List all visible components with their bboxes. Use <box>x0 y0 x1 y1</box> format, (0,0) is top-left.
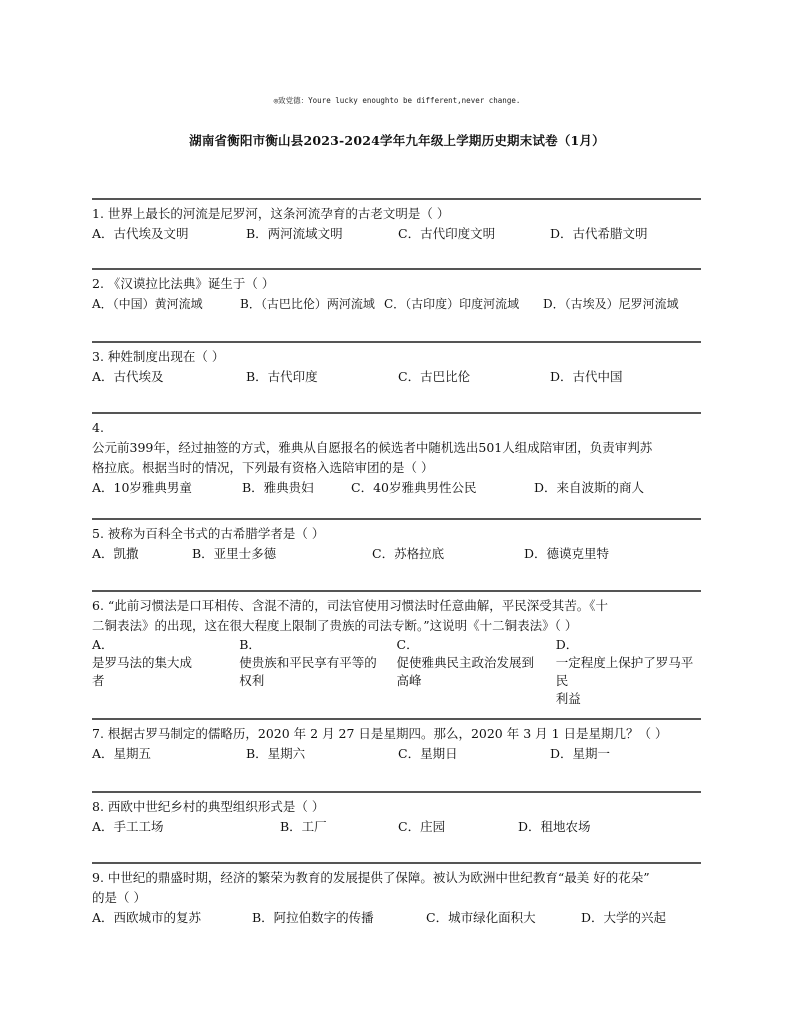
question-stem <box>92 418 701 478</box>
option-d: D．古代中国 <box>550 369 623 384</box>
option-a: A．古代埃及文明 <box>92 226 189 241</box>
question-9 <box>92 862 701 930</box>
question-stem: 1. 世界上最长的河流是尼罗河，这条河流孕育的古老文明是（ ） <box>92 206 450 221</box>
option-c: C．古代印度文明 <box>398 226 496 241</box>
page-title: 湖南省衡阳市衡山县2023-2024学年九年级上学期历史期末试卷（1月） <box>189 133 605 148</box>
option-c: C．星期日 <box>398 746 458 761</box>
option-letter: C． <box>396 637 419 652</box>
option-d: D．大学的兴起 <box>581 910 667 925</box>
options-grid <box>92 636 701 708</box>
option-a: A．凯撒 <box>92 546 139 561</box>
option-c: C．古巴比伦 <box>398 369 471 384</box>
stem-line: 的是（ ） <box>92 890 146 905</box>
option-c: C．庄园 <box>398 819 446 834</box>
option-d: D．星期一 <box>550 746 611 761</box>
option-b <box>237 636 384 708</box>
option-d: D．租地农场 <box>518 819 591 834</box>
option-letter: B． <box>239 637 261 652</box>
option-text: 使贵族和平民享有平等的 <box>239 655 377 670</box>
option-b: B．亚里士多德 <box>192 546 277 561</box>
question-7 <box>92 718 701 766</box>
question-stem: 8. 西欧中世纪乡村的典型组织形式是（ ） <box>92 799 325 814</box>
question-1 <box>92 198 701 246</box>
options-row <box>92 367 701 389</box>
question-4 <box>92 412 701 500</box>
option-b: B．两河流域文明 <box>246 226 343 241</box>
stem-line: 9. 中世纪的鼎盛时期，经济的繁荣为教育的发展提供了保障。被认为欧洲中世纪教育“最美 好的花朵” <box>92 870 650 885</box>
option-a: A．西欧城市的复苏 <box>92 910 202 925</box>
option-c: C．苏格拉底 <box>372 546 445 561</box>
option-c <box>385 636 542 708</box>
option-d: D．德谟克里特 <box>524 546 610 561</box>
options-row <box>92 478 701 500</box>
option-d: D．古代希腊文明 <box>550 226 648 241</box>
option-letter: A． <box>92 637 114 652</box>
option-a: A．（中国）黄河流域 <box>92 297 203 311</box>
question-6 <box>92 590 701 708</box>
option-a <box>92 636 237 708</box>
option-b: B．（古巴比伦）两河流域 <box>240 297 375 311</box>
options-row <box>92 224 701 246</box>
option-a: A．古代埃及 <box>92 369 164 384</box>
option-b: B．工厂 <box>280 819 327 834</box>
options-row <box>92 744 701 766</box>
option-letter: D． <box>555 637 579 652</box>
option-d: D．来自波斯的商人 <box>534 480 645 495</box>
question-2 <box>92 268 701 316</box>
stem-line: 公元前399年，经过抽签的方式，雅典从自愿报名的候选者中随机选出501人组成陪审团，负责审判苏 <box>92 440 653 455</box>
option-c: C．城市绿化面积大 <box>426 910 536 925</box>
options-row <box>92 908 701 930</box>
stem-line: 格拉底。根据当时的情况，下列最有资格入选陪审团的是（ ） <box>92 460 434 475</box>
option-text: 高峰 <box>396 673 422 688</box>
option-b: B．雅典贵妇 <box>242 480 314 495</box>
option-text: 是罗马法的集大成 <box>92 655 193 670</box>
option-c: C．40岁雅典男性公民 <box>351 480 477 495</box>
option-b: B．古代印度 <box>246 369 318 384</box>
options-row <box>92 544 701 566</box>
option-text: 一定程度上保护了罗马平民 <box>555 655 694 688</box>
option-b: B．星期六 <box>246 746 306 761</box>
option-text: 权利 <box>239 673 265 688</box>
option-text: 促使雅典民主政治发展到 <box>396 655 535 670</box>
option-c: C．（古印度）印度河流域 <box>384 297 520 311</box>
option-a: A．10岁雅典男童 <box>92 480 192 495</box>
header-motto: ◎致党德：Youre lucky enoughto be different,never change. <box>273 96 521 105</box>
option-text: 利益 <box>555 691 581 706</box>
options-row <box>92 294 701 316</box>
stem-line: 二铜表法》的出现，这在很大程度上限制了贵族的司法专断。”这说明《十二铜表法》（ ） <box>92 618 578 633</box>
option-d: D．（古埃及）尼罗河流域 <box>543 297 679 311</box>
question-stem: 7. 根据古罗马制定的儒略历，2020 年 2 月 27 日是星期四。那么，2020 年 3 月 1 日是星期几？（ ） <box>92 726 668 741</box>
question-stem <box>92 596 701 636</box>
option-b: B．阿拉伯数字的传播 <box>252 910 374 925</box>
option-a: A．手工工场 <box>92 819 164 834</box>
question-stem: 5. 被称为百科全书式的古希腊学者是（ ） <box>92 526 325 541</box>
options-row <box>92 817 701 839</box>
option-a: A．星期五 <box>92 746 152 761</box>
option-d <box>542 636 701 708</box>
question-stem <box>92 868 701 908</box>
question-stem: 2. 《汉谟拉比法典》诞生于（ ） <box>92 276 275 291</box>
question-5 <box>92 518 701 566</box>
stem-line: 4. <box>92 420 104 435</box>
question-stem: 3. 种姓制度出现在（ ） <box>92 349 225 364</box>
option-text: 者 <box>92 673 105 688</box>
stem-line: 6. “此前习惯法是口耳相传、含混不清的，司法官使用习惯法时任意曲解，平民深受其苦。《十 <box>92 598 609 613</box>
question-8 <box>92 791 701 839</box>
question-3 <box>92 341 701 389</box>
